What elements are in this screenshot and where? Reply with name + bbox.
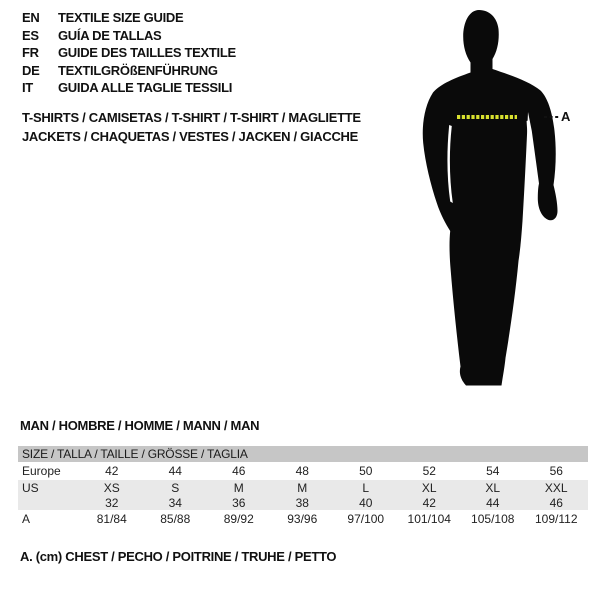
language-row-fr xyxy=(22,44,236,62)
section-title-man: MAN / HOMBRE / HOMME / MANN / MAN xyxy=(20,418,260,433)
table-cell: 46 xyxy=(549,495,563,510)
row-label: Europe xyxy=(22,464,61,478)
man-silhouette xyxy=(423,10,558,386)
table-cell: 97/100 xyxy=(347,512,385,526)
language-row-it xyxy=(22,79,236,97)
size-table-header: SIZE / TALLA / TAILLE / GRÖSSE / TAGLIA xyxy=(18,446,588,462)
table-cell: 81/84 xyxy=(96,512,127,526)
measure-footnote: A. (cm) CHEST / PECHO / POITRINE / TRUHE / PETTO xyxy=(20,549,337,564)
table-cell: 109/112 xyxy=(535,512,578,526)
language-label: TEXTILGRÖßENFÜHRUNG xyxy=(58,62,218,78)
measure-label-a: A xyxy=(561,109,571,124)
table-cell: 40 xyxy=(359,495,373,510)
table-cell: L xyxy=(362,480,370,495)
table-cell: XS xyxy=(103,480,120,495)
language-label: GUIDA ALLE TAGLIE TESSILI xyxy=(58,80,233,96)
language-row-de xyxy=(22,62,236,80)
category-line-jackets: JACKETS / CHAQUETAS / VESTES / JACKEN / GIACCHE xyxy=(22,128,358,144)
table-cell: S xyxy=(171,480,180,495)
table-cell: 44 xyxy=(486,495,500,510)
table-cell: 48 xyxy=(295,464,309,478)
table-cell: 42 xyxy=(105,464,119,478)
table-cell: 52 xyxy=(422,464,436,478)
language-label: TEXTILE SIZE GUIDE xyxy=(58,10,184,26)
man-silhouette-figure xyxy=(405,2,575,400)
language-code: FR xyxy=(22,45,39,61)
table-cell: 42 xyxy=(422,495,436,510)
table-cell: 93/96 xyxy=(287,512,318,526)
table-cell: 38 xyxy=(295,495,309,510)
row-label: A xyxy=(22,512,31,526)
category-line-tshirts: T-SHIRTS / CAMISETAS / T-SHIRT / T-SHIRT / MAGLIETTE xyxy=(22,110,361,125)
table-cell: 101/104 xyxy=(407,512,451,526)
size-table xyxy=(18,446,588,528)
table-cell: 85/88 xyxy=(160,512,191,526)
table-cell: 105/108 xyxy=(471,512,515,526)
table-cell: 54 xyxy=(486,464,500,478)
language-code: DE xyxy=(22,62,40,78)
category-list xyxy=(22,109,361,146)
table-row-chest-a xyxy=(18,510,588,528)
table-cell: XXL xyxy=(544,480,568,495)
table-cell: 50 xyxy=(359,464,373,478)
language-code: IT xyxy=(22,80,33,96)
table-cell: 32 xyxy=(105,495,119,510)
table-cell: M xyxy=(297,480,308,495)
row-label: US xyxy=(22,480,39,495)
language-label: GUÍA DE TALLAS xyxy=(58,27,162,43)
table-cell: 56 xyxy=(549,464,563,478)
table-cell: M xyxy=(233,480,244,495)
language-label: GUIDE DES TAILLES TEXTILE xyxy=(58,45,236,61)
language-list xyxy=(22,9,236,97)
table-cell: XL xyxy=(485,480,501,495)
table-cell: 34 xyxy=(168,495,182,510)
language-code: ES xyxy=(22,27,39,43)
table-row-us xyxy=(18,480,588,495)
language-row-en xyxy=(22,9,236,27)
table-cell: 46 xyxy=(232,464,246,478)
table-row-europe xyxy=(18,462,588,480)
table-row-us-numeric xyxy=(18,495,588,510)
table-cell: 44 xyxy=(168,464,182,478)
language-code: EN xyxy=(22,10,40,26)
language-row-es xyxy=(22,27,236,45)
table-cell: 36 xyxy=(232,495,246,510)
table-cell: 89/92 xyxy=(223,512,254,526)
table-cell: XL xyxy=(421,480,437,495)
